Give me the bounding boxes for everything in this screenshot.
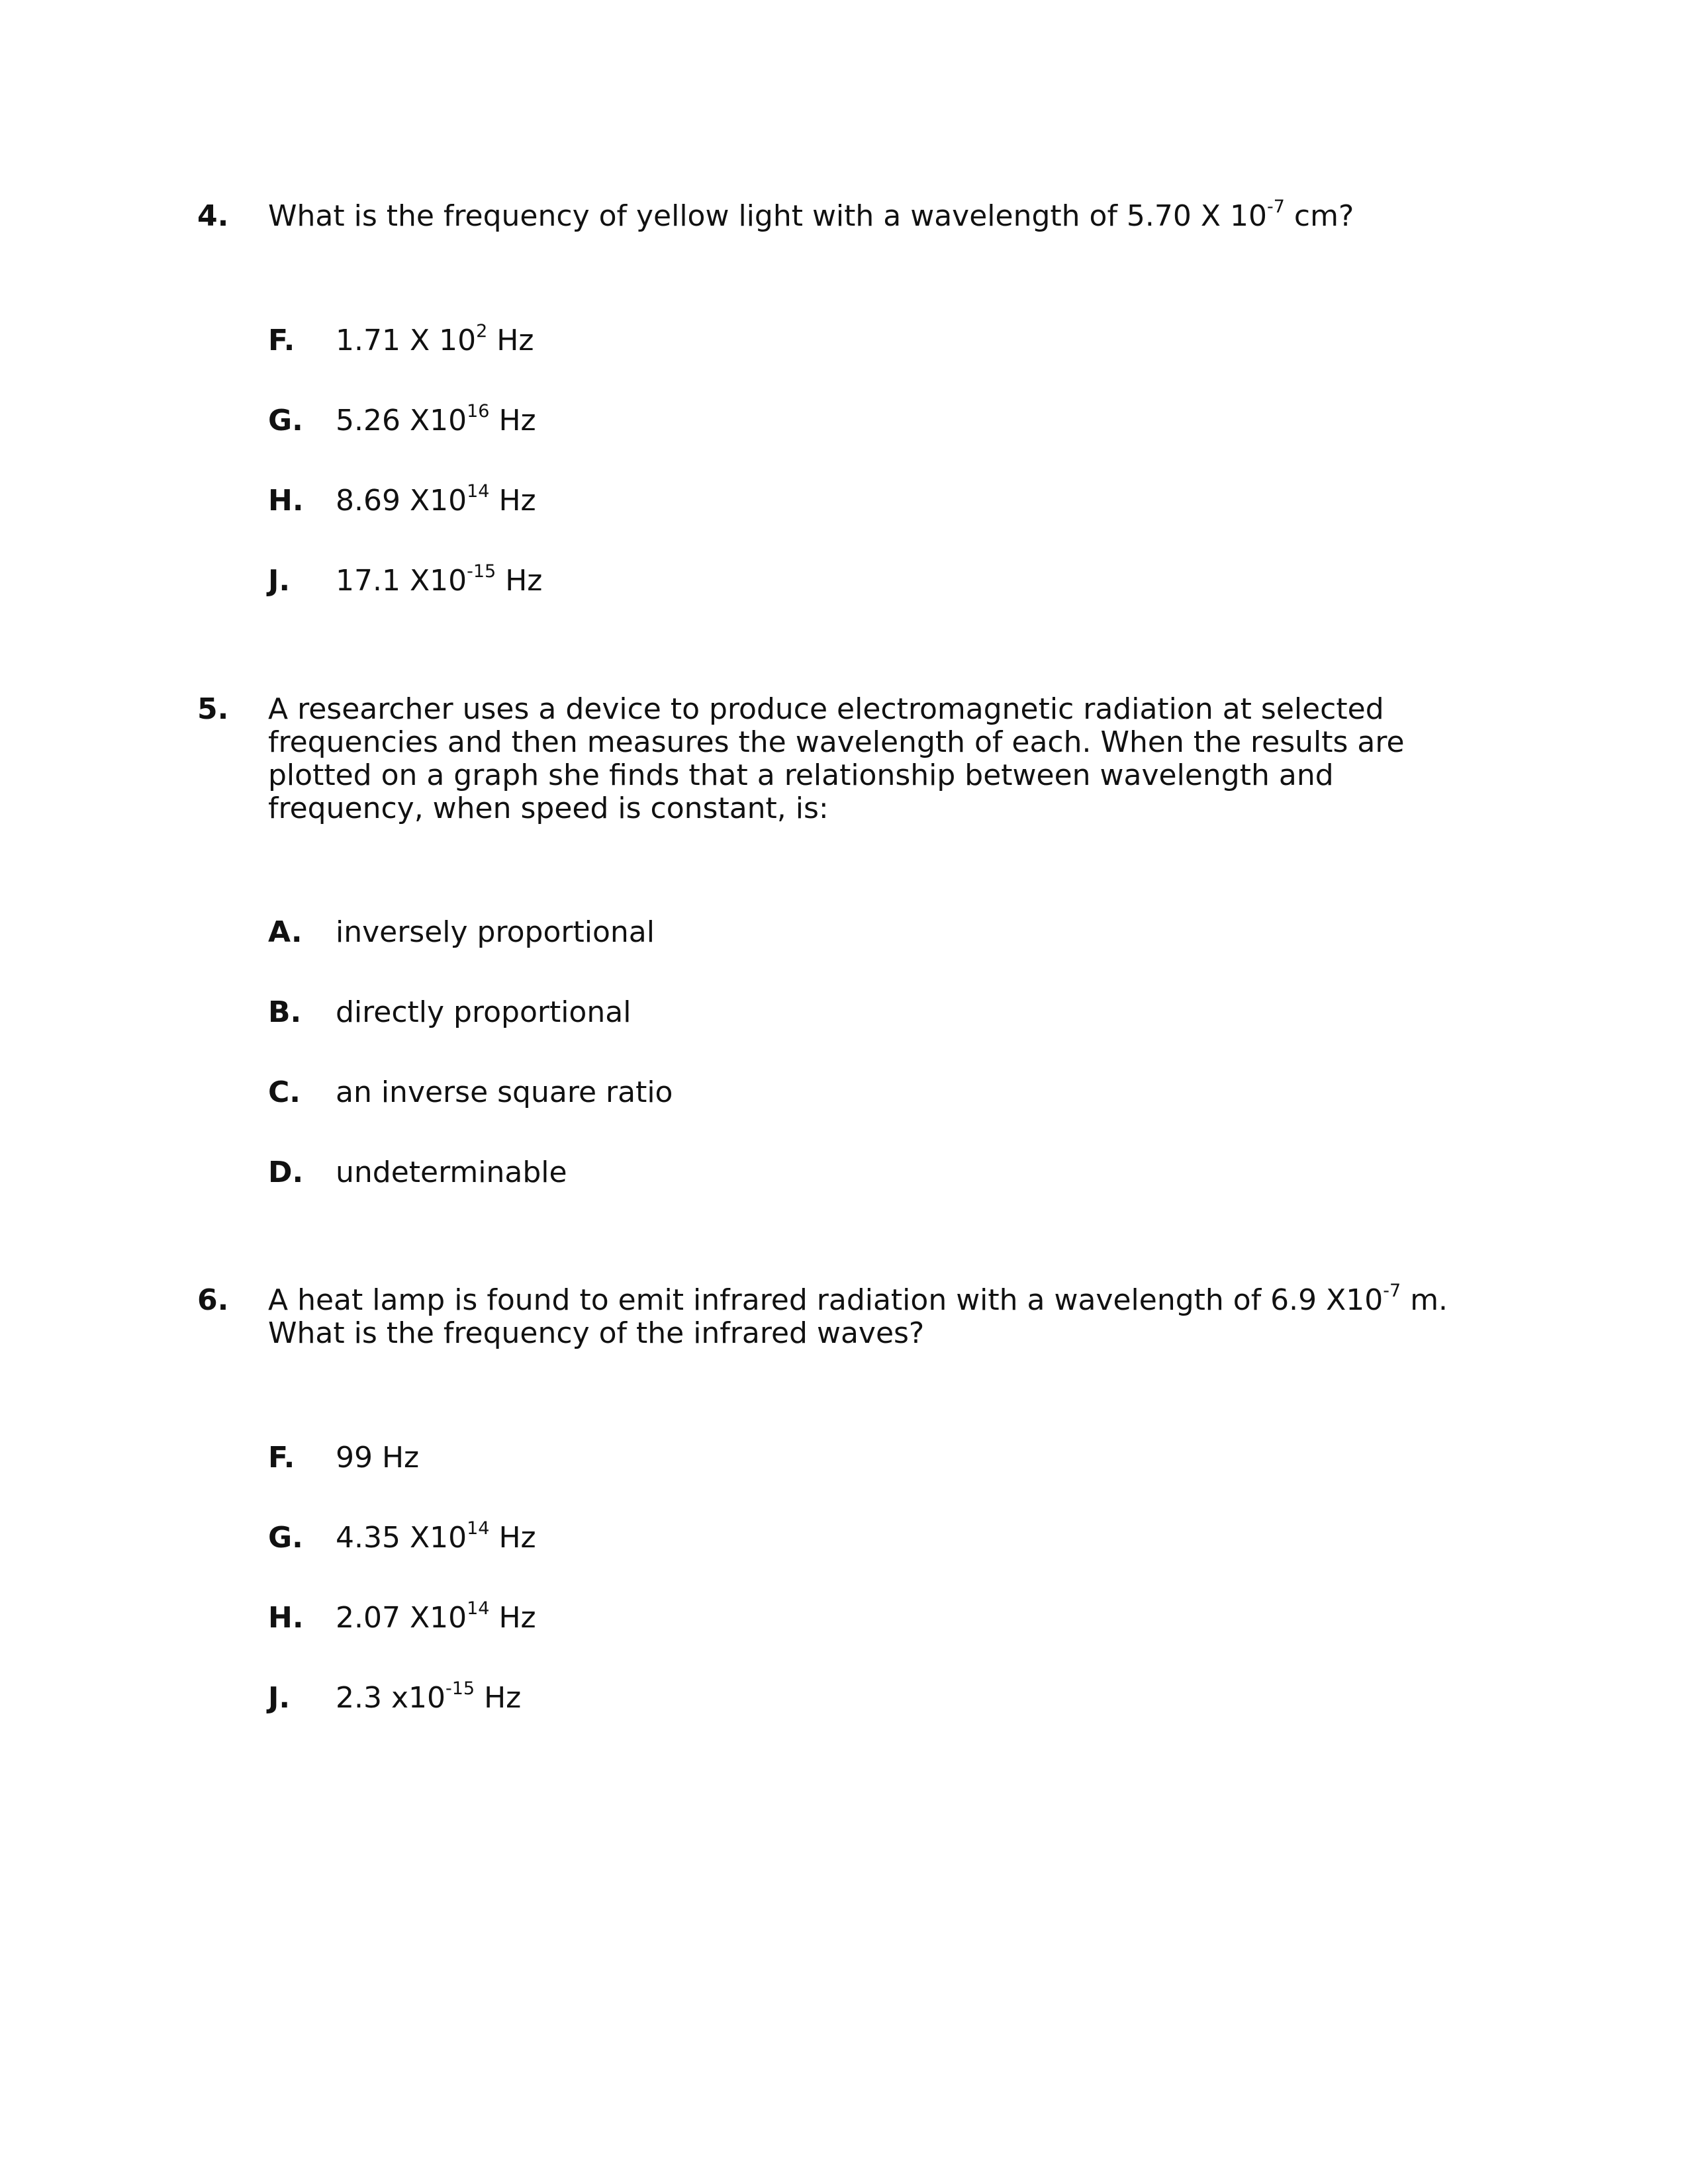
- choice-value: 5.26 X10: [336, 404, 467, 437]
- question-4-text-end: cm?: [1284, 199, 1354, 233]
- choice-exponent: -15: [445, 1678, 475, 1700]
- q4-choice-f-text: [336, 321, 534, 357]
- choice-unit: Hz: [489, 1601, 536, 1635]
- question-4-exponent: -7: [1267, 197, 1285, 218]
- q5-choice-d-text: undeterminable: [336, 1156, 567, 1189]
- choice-exponent: 14: [467, 1598, 490, 1619]
- q4-choice-h-letter: H.: [268, 484, 304, 518]
- choice-unit: Hz: [496, 564, 543, 598]
- q4-choice-h-text: [336, 481, 536, 518]
- choice-value: 17.1 X10: [336, 564, 467, 598]
- q6-choice-g-letter: G.: [268, 1521, 303, 1555]
- question-6-text-end: m. What is the frequency of the infrared waves?: [268, 1283, 1448, 1350]
- q4-choice-j-text: [336, 561, 543, 598]
- choice-unit: Hz: [489, 404, 536, 437]
- choice-value: 4.35 X10: [336, 1521, 467, 1555]
- choice-exponent: 16: [467, 401, 490, 422]
- choice-unit: Hz: [475, 1681, 522, 1715]
- q5-choice-d-letter: D.: [268, 1156, 304, 1189]
- q5-choice-c-letter: C.: [268, 1075, 301, 1109]
- q6-choice-j-text: [336, 1678, 522, 1715]
- q4-choice-f-letter: F.: [268, 324, 295, 357]
- question-4-number: 4.: [197, 199, 229, 233]
- choice-value: 8.69 X10: [336, 484, 467, 518]
- choice-unit: Hz: [487, 324, 534, 357]
- q6-choice-g-text: [336, 1518, 536, 1555]
- q4-choice-g-text: [336, 401, 536, 437]
- q5-choice-c-text: an inverse square ratio: [336, 1075, 673, 1109]
- q4-choice-j-letter: J.: [268, 564, 291, 598]
- q6-choice-h-letter: H.: [268, 1601, 304, 1635]
- q5-choice-a-letter: A.: [268, 915, 303, 949]
- choice-value: 2.3 x10: [336, 1681, 445, 1715]
- question-4-text-main: What is the frequency of yellow light with a wavelength of 5.70 X 10: [268, 199, 1267, 233]
- choice-exponent: 2: [476, 321, 488, 342]
- question-6-exponent: -7: [1383, 1281, 1401, 1302]
- choice-unit: Hz: [489, 484, 536, 518]
- question-5-text: A researcher uses a device to produce electromagnetic radiation at selected frequencies and then measures the wavelength of each. When the results are plotted on a graph she finds that a relationship between wavelength and frequency, when speed is constant, is:: [268, 692, 1405, 825]
- question-6-text-main: A heat lamp is found to emit infrared radiation with a wavelength of 6.9 X10: [268, 1283, 1383, 1317]
- question-6-number: 6.: [197, 1283, 229, 1317]
- choice-exponent: -15: [467, 561, 496, 582]
- q5-choice-a-text: inversely proportional: [336, 915, 655, 949]
- q4-choice-g-letter: G.: [268, 404, 303, 437]
- question-5-number: 5.: [197, 692, 229, 726]
- q5-choice-b-letter: B.: [268, 995, 302, 1029]
- q5-choice-b-text: directly proportional: [336, 995, 632, 1029]
- choice-value: 2.07 X10: [336, 1601, 467, 1635]
- question-4-text: [268, 197, 1486, 233]
- q6-choice-h-text: [336, 1598, 536, 1635]
- choice-unit: Hz: [489, 1521, 536, 1555]
- choice-value: 99 Hz: [336, 1441, 420, 1475]
- choice-exponent: 14: [467, 1518, 490, 1539]
- q6-choice-j-letter: J.: [268, 1681, 291, 1715]
- choice-exponent: 14: [467, 481, 490, 502]
- question-6-text: [268, 1281, 1486, 1350]
- q6-choice-f-letter: F.: [268, 1441, 295, 1475]
- q6-choice-f-text: [336, 1441, 419, 1475]
- choice-value: 1.71 X 10: [336, 324, 477, 357]
